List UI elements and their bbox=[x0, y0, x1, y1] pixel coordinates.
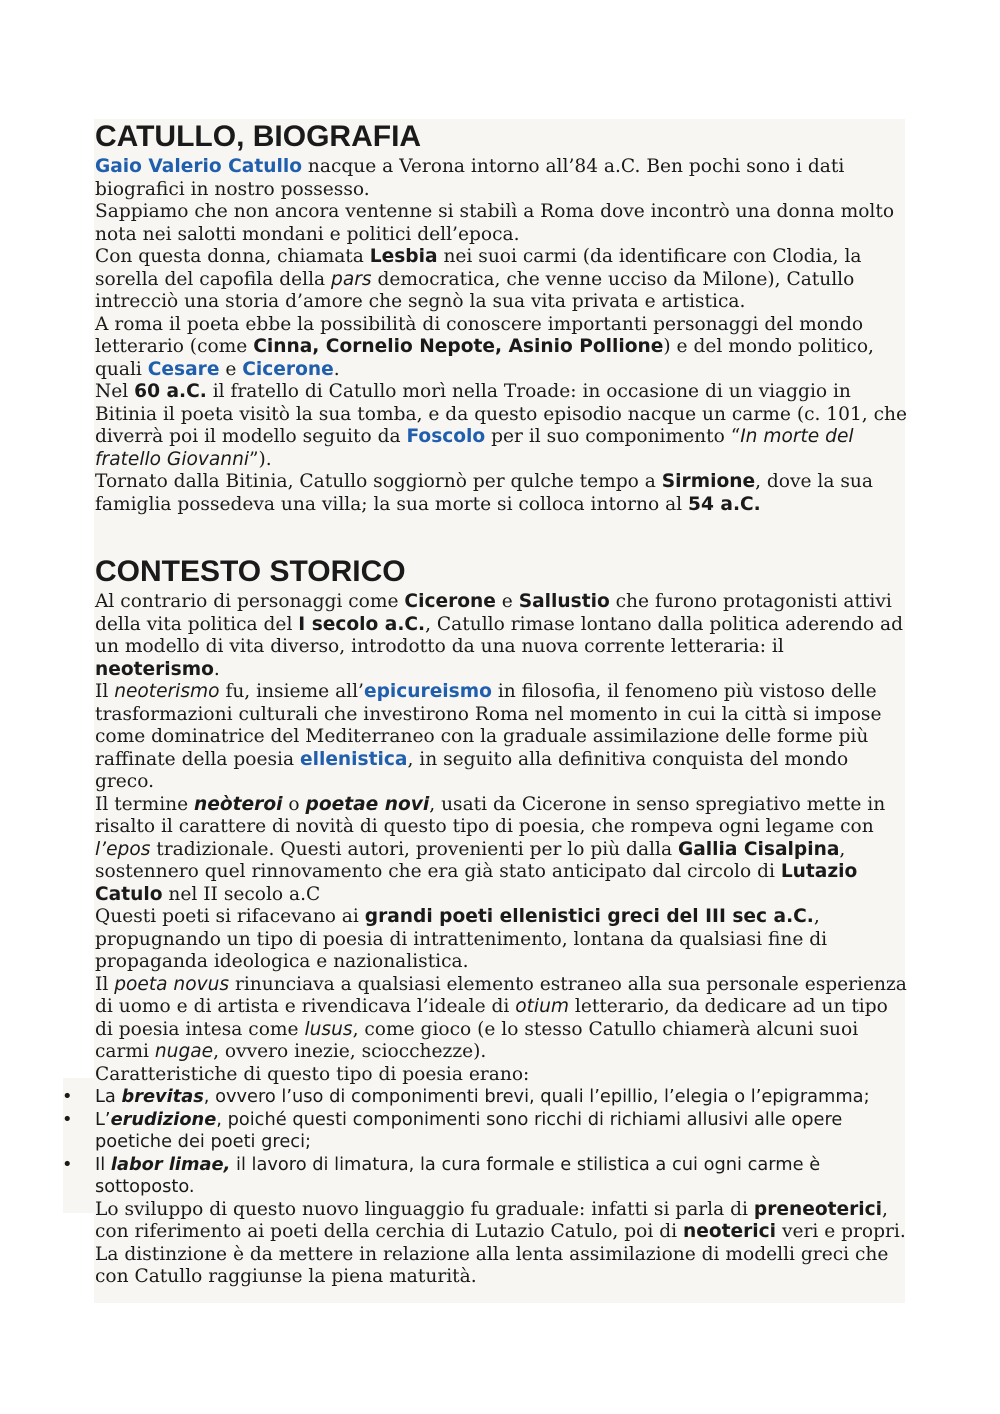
term-otium: otium bbox=[515, 996, 569, 1017]
bullet-icon: • bbox=[62, 1108, 73, 1130]
characteristics-list bbox=[62, 1086, 910, 1199]
term-labor-limae: labor limae, bbox=[110, 1153, 231, 1175]
link-epicureismo[interactable]: epicureismo bbox=[363, 681, 492, 702]
term-preneoterici: preneoterici bbox=[753, 1198, 883, 1220]
text-span: tradizionale. Questi autori, provenienti per lo più dalla bbox=[150, 838, 678, 860]
text-span: Il bbox=[95, 973, 115, 995]
text-span: . bbox=[333, 358, 340, 380]
term-secolo: I secolo a.C. bbox=[298, 613, 426, 635]
text-span: nel II secolo a.C bbox=[162, 883, 321, 905]
text-span: , come gioco (e lo stesso Catullo chiamerà alcuni suoi carmi bbox=[95, 1018, 859, 1062]
text-span: fu, insieme all’ bbox=[219, 681, 364, 702]
bullet-icon: • bbox=[62, 1153, 73, 1175]
text-span: e bbox=[495, 591, 519, 612]
link-ellenistica[interactable]: ellenistica bbox=[299, 748, 408, 770]
term-neoterismo-italic: neoterismo bbox=[114, 681, 220, 702]
paragraph-contesto-2 bbox=[95, 681, 910, 794]
term-brevitas: brevitas bbox=[121, 1086, 204, 1107]
text-span: , in seguito alla definitiva conquista del mondo greco. bbox=[95, 748, 849, 792]
term-lutazio-catulo: Lutazio Catulo bbox=[95, 861, 858, 905]
text-span: e bbox=[219, 358, 243, 380]
heading-contesto-storico: CONTESTO STORICO bbox=[95, 555, 406, 588]
text-span: il lavoro di limatura, la cura formale e stilistica a cui ogni carme è sottoposto. bbox=[95, 1153, 821, 1197]
text-span: veri e propri. La distinzione è da mettere in relazione alla lenta assimilazione di modelli greci che con Catullo raggiunse la piena maturità. bbox=[95, 1221, 906, 1287]
term-neoterismo: neoterismo bbox=[95, 658, 214, 680]
text-span: ) e del mondo politico, quali bbox=[95, 336, 874, 380]
text-span: , dove la sua famiglia possedeva una villa; la sua morte si colloca intorno al bbox=[95, 471, 873, 515]
text-span: Questi poeti si rifacevano ai bbox=[95, 906, 365, 927]
text-span: Lo sviluppo di questo nuovo linguaggio fu graduale: infatti si parla di bbox=[95, 1198, 754, 1220]
list-item bbox=[62, 1086, 910, 1109]
text-span: Il bbox=[95, 1153, 111, 1175]
list-item bbox=[62, 1153, 910, 1199]
paragraph-biografia-3 bbox=[95, 246, 910, 314]
text-span: L’ bbox=[95, 1108, 111, 1130]
text-span: che furono protagonisti attivi della vita politica del bbox=[95, 591, 892, 635]
term-neoteroi: neòteroi bbox=[194, 793, 283, 815]
term-poetae-novi: poetae novi bbox=[305, 793, 430, 815]
paragraph-contesto-3 bbox=[95, 794, 910, 907]
term-lusus: lusus bbox=[304, 1018, 353, 1040]
text-span: Il termine bbox=[95, 793, 195, 815]
text-span: Tornato dalla Bitinia, Catullo soggiornò per qulche tempo a bbox=[95, 471, 662, 492]
link-foscolo[interactable]: Foscolo bbox=[406, 426, 486, 447]
term-date-60: 60 a.C. bbox=[134, 381, 207, 402]
term-gallia-cisalpina: Gallia Cisalpina bbox=[677, 838, 840, 860]
text-span: Il bbox=[95, 681, 115, 702]
text-span: letterario, da dedicare ad un tipo di poesia intesa come bbox=[95, 996, 888, 1040]
term-in-morte: In morte del fratello Giovanni bbox=[95, 426, 854, 470]
text-span: , ovvero l’uso di componimenti brevi, quali l’epillio, l’elegia o l’epigramma; bbox=[203, 1086, 870, 1107]
text-span: Al contrario di personaggi come bbox=[95, 591, 405, 612]
text-span: o bbox=[282, 793, 306, 815]
list-item bbox=[62, 1108, 910, 1154]
term-neoterici: neoterici bbox=[682, 1221, 777, 1242]
text-span: il fratello di Catullo morì nella Troade: in occasione di un viaggio in Bitinia il poeta visitò la sua tomba, e da questo episodio nacque un carme (c. 101, che diverrà poi il modello seguito da bbox=[95, 381, 908, 447]
link-cicerone[interactable]: Cicerone bbox=[242, 358, 334, 380]
term-sirmione: Sirmione bbox=[661, 471, 756, 492]
text-span: , usati da Cicerone in senso spregiativo mette in risalto il carattere di novità di questo tipo di poesia, che rompeva ogni legame con bbox=[95, 793, 886, 837]
text-span: . bbox=[213, 658, 220, 680]
text-span: , ovvero inezie, sciocchezze). bbox=[213, 1041, 487, 1062]
term-lesbia: Lesbia bbox=[369, 246, 438, 267]
paragraph-biografia-4 bbox=[95, 314, 910, 382]
text-span: , poiché questi componimenti sono ricchi di richiami allusivi alle opere poetiche dei poeti greci; bbox=[95, 1108, 843, 1152]
text-span: Con questa donna, chiamata bbox=[95, 246, 370, 267]
paragraph-contesto-5 bbox=[95, 974, 910, 1064]
term-pars: pars bbox=[331, 268, 372, 290]
paragraph-biografia-5 bbox=[95, 381, 910, 471]
term-erudizione: erudizione bbox=[110, 1108, 217, 1130]
paragraph-contesto-7 bbox=[95, 1199, 910, 1289]
text-span: A roma il poeta ebbe la possibilità di conoscere importanti personaggi del mondo letterario (come bbox=[95, 313, 864, 357]
document-body bbox=[62, 118, 910, 1289]
text-span: , Catullo rimase lontano dalla politica aderendo ad un modello di vita diverso, introdotto da una nuova corrente letteraria: il bbox=[95, 613, 903, 657]
text-span: ”). bbox=[249, 448, 272, 470]
text-span: nacque a Verona intorno all’84 a.C. Ben pochi sono i dati biografici in nostro possesso. bbox=[95, 156, 845, 200]
link-cesare[interactable]: Cesare bbox=[147, 358, 220, 380]
text-span: democratica, che venne ucciso da Milone), Catullo intrecciò una storia d’amore che segnò la sua vita privata e artistica. bbox=[95, 268, 855, 312]
term-epos: l’epos bbox=[95, 838, 151, 860]
bullet-icon: • bbox=[62, 1086, 73, 1107]
term-nugae: nugae bbox=[154, 1041, 214, 1062]
term-names: Cinna, Cornelio Nepote, Asinio Pollione bbox=[253, 336, 664, 357]
text-span: La bbox=[95, 1086, 122, 1107]
heading-biografia: CATULLO, BIOGRAFIA bbox=[95, 120, 422, 153]
term-date-54: 54 a.C. bbox=[688, 493, 761, 515]
text-span: per il suo componimento “ bbox=[485, 426, 741, 447]
link-gaio-valerio-catullo[interactable]: Gaio Valerio Catullo bbox=[95, 156, 302, 177]
term-poeta-novus: poeta novus bbox=[114, 973, 230, 995]
paragraph-biografia-6 bbox=[95, 471, 910, 516]
text-span: rinunciava a qualsiasi elemento estraneo alla sua personale esperienza di uomo e di artista e rivendicava l’ideale di bbox=[95, 973, 907, 1017]
paragraph-biografia-2: Sappiamo che non ancora ventenne si stabilì a Roma dove incontrò una donna molto nota nei salotti mondani e politici dell’epoca. bbox=[95, 201, 895, 245]
term-cicerone: Cicerone bbox=[404, 591, 496, 612]
paragraph-biografia-1 bbox=[95, 156, 910, 201]
paragraph-contesto-1 bbox=[95, 591, 910, 681]
paragraph-contesto-4 bbox=[95, 906, 910, 974]
term-grandi-poeti: grandi poeti ellenistici greci del III sec a.C. bbox=[364, 906, 814, 927]
text-span: Nel bbox=[95, 381, 135, 402]
text-span: nei suoi carmi (da identificare con Clodia, la sorella del capofila della bbox=[95, 246, 862, 290]
text-span: , propugnando un tipo di poesia di intrattenimento, lontana da qualsiasi fine di propaganda ideologica e nazionalistica. bbox=[95, 906, 828, 972]
term-sallustio: Sallustio bbox=[518, 591, 610, 612]
text-span: , con riferimento ai poeti della cerchia di Lutazio Catulo, poi di bbox=[95, 1198, 888, 1242]
text-span: in filosofia, il fenomeno più vistoso delle trasformazioni culturali che investirono Roma nel momento in cui la città si impose come dominatrice del Mediterraneo con la graduale assimilazione delle forme più raffinate della poesia bbox=[95, 681, 882, 770]
paragraph-contesto-6: Caratteristiche di questo tipo di poesia erano: bbox=[95, 1063, 530, 1085]
text-span: , sostennero quel rinnovamento che era già stato anticipato dal circolo di bbox=[95, 838, 846, 882]
